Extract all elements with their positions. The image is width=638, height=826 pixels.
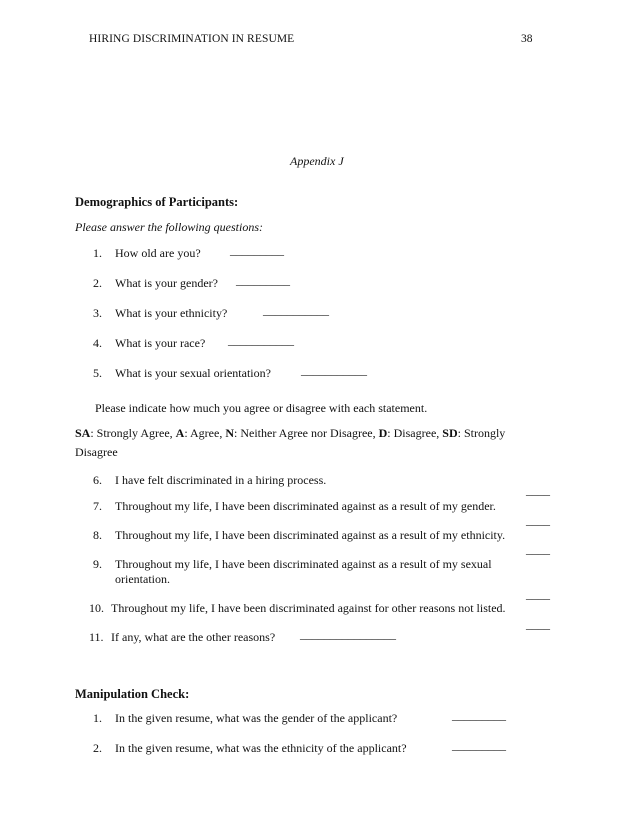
rating-blank-6[interactable]: ____ (526, 483, 550, 497)
demographics-instruction: Please answer the following questions: (75, 220, 263, 234)
appendix-title: Appendix J (290, 154, 344, 168)
manipulation-blank-2[interactable]: _________ (452, 738, 506, 752)
manipulation-question-2: 2. In the given resume, what was the ethnicity of the applicant? (93, 741, 407, 755)
statement-8: 8. Throughout my life, I have been discriminated against as a result of my ethnicity. (93, 528, 506, 542)
statement-9: 9. Throughout my life, I have been discriminated against as a result of my sexual (93, 557, 492, 571)
rating-blank-7[interactable]: ____ (526, 513, 550, 527)
answer-blank-5[interactable]: ___________ (301, 363, 367, 377)
agreement-instruction: Please indicate how much you agree or disagree with each statement. (95, 401, 428, 415)
demographic-question-3: 3. What is your ethnicity? (93, 306, 228, 320)
statement-10: 10. Throughout my life, I have been discriminated against for other reasons not listed. (89, 601, 506, 615)
manipulation-check-heading: Manipulation Check: (75, 687, 190, 701)
demographics-heading: Demographics of Participants: (75, 195, 239, 209)
demographic-question-5: 5. What is your sexual orientation? (93, 366, 271, 380)
running-head: HIRING DISCRIMINATION IN RESUME (89, 33, 295, 45)
answer-blank-2[interactable]: _________ (236, 273, 290, 287)
statement-9-continuation: orientation. (115, 572, 170, 586)
rating-blank-10[interactable]: ____ (526, 617, 550, 631)
answer-blank-3[interactable]: ___________ (263, 303, 329, 317)
manipulation-blank-1[interactable]: _________ (452, 708, 506, 722)
demographic-question-1: 1. How old are you? (93, 246, 201, 260)
page-number: 38 (521, 33, 533, 45)
statement-7: 7. Throughout my life, I have been discriminated against as a result of my gender. (93, 499, 496, 513)
demographic-question-2: 2. What is your gender? (93, 276, 218, 290)
statement-11: 11. If any, what are the other reasons? (89, 630, 276, 644)
rating-blank-9[interactable]: ____ (526, 587, 550, 601)
answer-blank-11[interactable]: ________________ (300, 627, 396, 641)
scale-legend: SA: Strongly Agree, A: Agree, N: Neither Agree nor Disagree, D: Disagree, SD: Strongly Disagree (75, 426, 506, 459)
manipulation-question-1: 1. In the given resume, what was the gender of the applicant? (93, 711, 398, 725)
answer-blank-1[interactable]: _________ (230, 243, 284, 257)
answer-blank-4[interactable]: ___________ (228, 333, 294, 347)
statement-6: 6. I have felt discriminated in a hiring process. (93, 473, 327, 487)
rating-blank-8[interactable]: ____ (526, 542, 550, 556)
demographic-question-4: 4. What is your race? (93, 336, 206, 350)
